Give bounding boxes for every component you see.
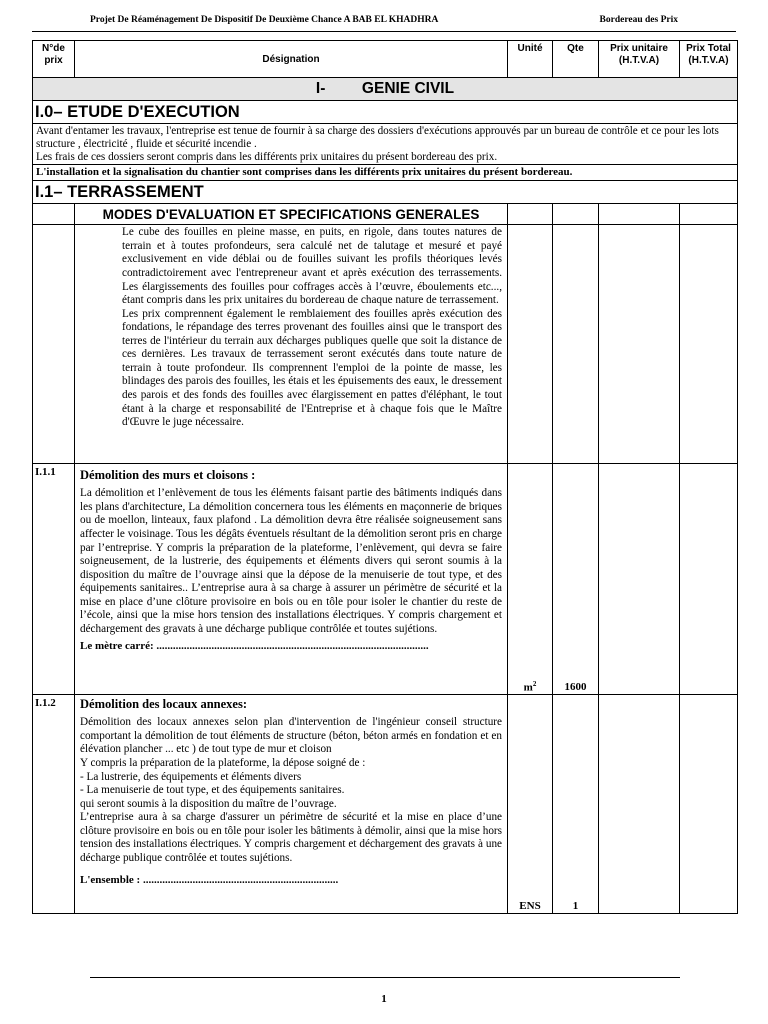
etude-line-2: Les frais de ces dossiers seront compris dans les différents prix unitaires du présent bordereau des prix. [36, 150, 498, 163]
col-header-designation: Désignation [75, 41, 508, 78]
modes-title-row [33, 204, 738, 225]
empty-cell [508, 225, 553, 464]
item-total-price [680, 695, 738, 914]
etude-note-row [33, 165, 738, 181]
item-line: Démolition des locaux annexes selon plan d'intervention de l'ingénieur conseil structure comportant la démolition de tout éléments de structure (béton, béton armés en fondation et en élévation plancher ... etc ) de tout type de mur et cloison [80, 716, 502, 756]
empty-cell [553, 204, 599, 225]
section-name: GENIE CIVIL [361, 80, 455, 97]
section-title [33, 78, 738, 101]
page-number: 1 [381, 993, 387, 1005]
col-header-qty: Qte [553, 41, 599, 78]
empty-cell [680, 204, 738, 225]
modes-title: MODES D'EVALUATION ET SPECIFICATIONS GENERALES [75, 204, 508, 225]
item-unit-price [599, 695, 680, 914]
section-number: I- [315, 80, 326, 97]
etude-text [33, 124, 738, 165]
item-designation [75, 695, 508, 914]
table-header-row [33, 41, 738, 78]
terrassement-title-row [33, 181, 738, 204]
item-title: Démolition des locaux annexes: [80, 697, 248, 712]
item-total-price [680, 464, 738, 695]
item-quantity: 1 [553, 695, 599, 914]
empty-cell [599, 225, 680, 464]
document-type: Bordereau des Prix [599, 15, 678, 25]
item-number: I.1.1 [33, 464, 75, 695]
modes-paragraph-2: Les prix comprennent également le remblaiement des fouilles après exécution des fondations, le répandage des terres provenant des fouilles ainsi que le transport des terres de l'intérieur du terrain aux décharges publiques quelle que soit la distance de ces dernières. Les travaux de terrassement seront exécutés dans toute nature de terrain à toute profondeur. Ils comprennent l'emploi de la pointe de masse, les blindages des parois des fouilles, les étais et les épuisements des eaux, le dressement des parois et des fonds des fouilles avec élargissement en pattes d'éléphant, le tout étant à la charge et responsabilité de l'Entreprise et à chaque fois que le Maître d'Œuvre le juge nécessaire. [122, 307, 502, 429]
item-line: qui seront soumis à la disposition du maître de l’ouvrage. [80, 797, 337, 810]
etude-title: I.0– ETUDE D'EXECUTION [33, 101, 738, 124]
modes-text [75, 225, 508, 464]
item-measure: Le mètre carré: ................................................................................................... [80, 640, 429, 653]
col-header-total-price: Prix Total (H.T.V.A) [680, 41, 738, 78]
empty-cell [33, 204, 75, 225]
empty-cell [553, 225, 599, 464]
item-line: Y compris la préparation de la plateforme, la dépose soigné de : [80, 757, 366, 770]
modes-paragraph-1: Le cube des fouilles en pleine masse, en puits, en rigole, dans toutes natures de terrain et à toutes profondeurs, sera calculé net de talutage et mesuré et payé exclusivement en vide déblai ou de fouilles suivant les profils théoriques levés contradictoirement avec l'entrepreneur avant et après exécution des terrassements. Les élargissements des fouilles pour coffrages accès à l’œuvre, éboulements etc..., étant compris dans les prix unitaires du bordereau de chaque nature de terrassement. [122, 226, 502, 307]
item-description: La démolition et l’enlèvement de tous les éléments faisant partie des bâtiments indiqués dans les plans d'architecture, La démolition concernera tous les éléments en maçonnerie de briques ou de moellon, linteaux, faux plafond . La démolition devra être réalisée soigneusement sans affecter le voisinage. Tous les dégâts éventuels résultant de la démolition seront pris en charge par l’entreprise. Y compris la préparation de la plateforme, l’enlèvement, qui devra se faire soigneusement, de la lustrerie, des équipements et éléments divers qui seront soumis à la disposition du maître de l’ouvrage ainsi que la dépose de la menuiserie de tout type, et des équipements sanitaires.. L’entreprise aura à sa charge à assurer un périmètre de sécurité et la mise en place d’une clôture provisoire en bois ou en tôle pour isoler le chantier du reste de l’école, ainsi que la mise hors tension des installations électriques. Y compris chargement et déchargement des gravats à une décharge publique contrôlée et toutes sujétions. [80, 487, 502, 635]
project-title: Projet De Réaménagement De Dispositif De Deuxième Chance A BAB EL KHADHRA [90, 15, 439, 25]
item-number: I.1.2 [33, 695, 75, 914]
empty-cell [680, 225, 738, 464]
item-line: - La menuiserie de tout type, et des équipements sanitaires. [80, 784, 345, 797]
etude-line-1: Avant d'entamer les travaux, l'entreprise est tenue de fournir à sa charge des dossiers d'exécutions approuvés par un bureau de contrôle et ce pour les lots structure , électricité , fluide et sécurité incendie . [36, 125, 719, 150]
etude-note: L'installation et la signalisation du chantier sont comprises dans les différents prix unitaires du présent bordereau. [33, 165, 738, 181]
unit-exponent: 2 [532, 679, 537, 688]
col-header-num: N°de prix [33, 41, 75, 78]
item-description [75, 712, 507, 865]
footer-rule [90, 977, 680, 978]
item-line: L’entreprise aura à sa charge d'assurer un périmètre de sécurité et la mise en place d’une clôture provisoire en bois ou en tôle pour isoler les bâtiments à démolir, ainsi que la mise hors tension des installations électriques. Y compris chargement et déchargement des gravats à une décharge publique contrôlée et toutes sujétions. [80, 811, 502, 864]
empty-cell [33, 225, 75, 464]
col-header-unit-price: Prix unitaire (H.T.V.A) [599, 41, 680, 78]
item-title: Démolition des murs et cloisons : [80, 468, 256, 483]
header-rule [32, 31, 736, 32]
terrassement-title: I.1– TERRASSEMENT [33, 181, 738, 204]
section-row [33, 78, 738, 101]
etude-title-row [33, 101, 738, 124]
col-header-unit: Unité [508, 41, 553, 78]
item-unit: ENS [508, 695, 553, 914]
table-row [33, 695, 738, 914]
item-quantity: 1600 [553, 464, 599, 695]
etude-text-row [33, 124, 738, 165]
item-measure: L'ensemble : ....................................................................... [80, 874, 339, 887]
item-line: - La lustrerie, des équipements et éléments divers [80, 770, 302, 783]
item-unit-price [599, 464, 680, 695]
table-row [33, 464, 738, 695]
price-schedule-table [32, 40, 738, 914]
item-designation [75, 464, 508, 695]
item-unit: $m^2$ [508, 464, 553, 695]
empty-cell [599, 204, 680, 225]
modes-text-row [33, 225, 738, 464]
empty-cell [508, 204, 553, 225]
